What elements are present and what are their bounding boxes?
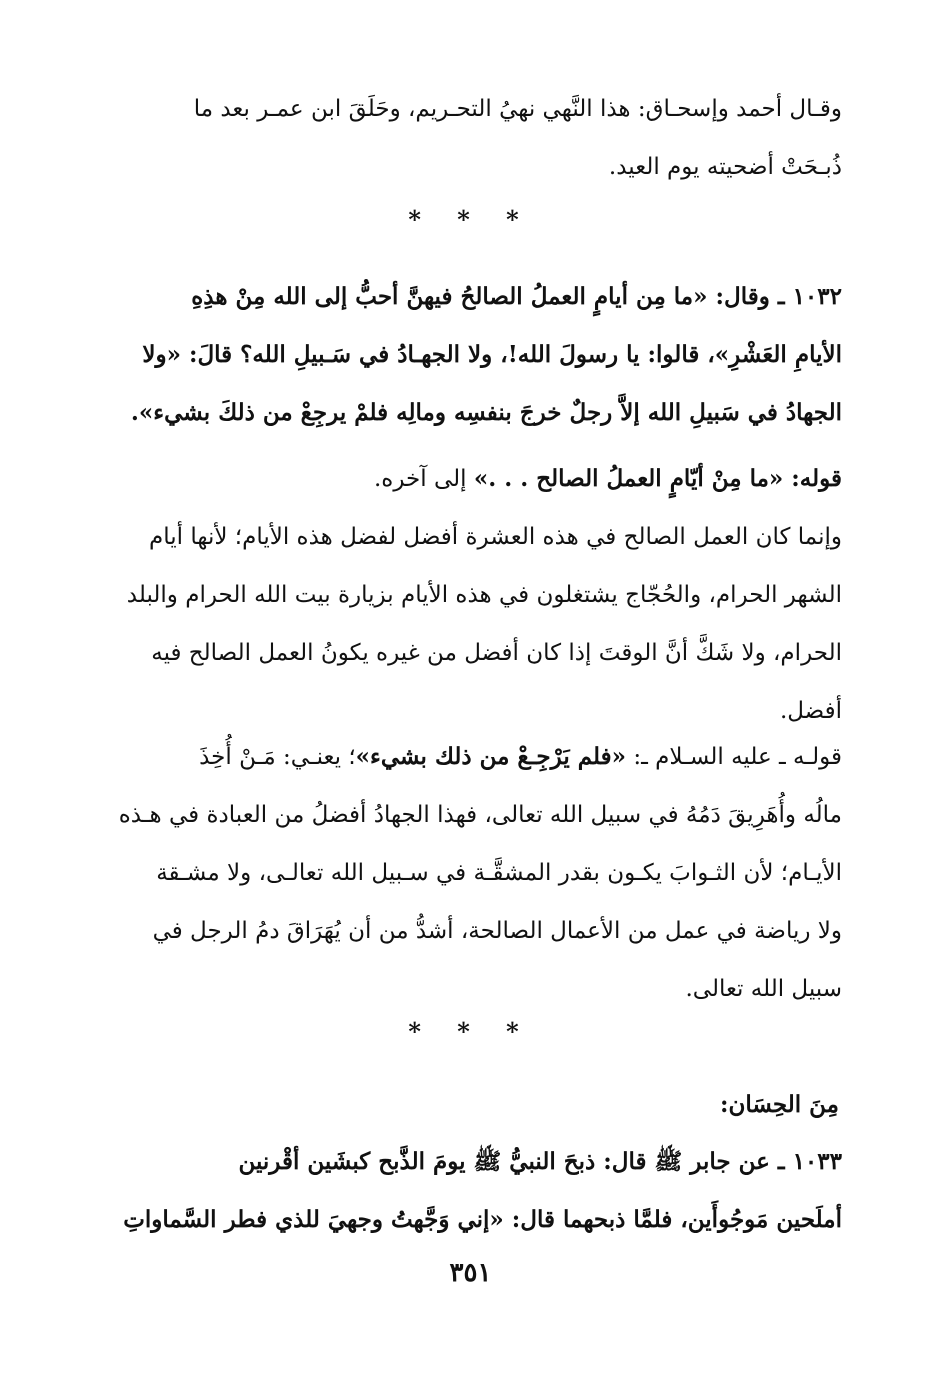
hadith-1033 bbox=[100, 1133, 842, 1249]
text-line bbox=[100, 728, 842, 786]
text-fragment: قولـه ـ عليه السـلام ـ: bbox=[626, 744, 842, 770]
section-separator: * * * bbox=[408, 205, 533, 234]
page-number: ٣٥١ bbox=[449, 1258, 492, 1288]
text-line: الأيـام؛ لأن الثـوابَ يكـون بقدر المشقَّـة في سـبيل الله تعالـى، ولا مشـقة bbox=[156, 860, 842, 886]
text-line: سبيل الله تعالى. bbox=[685, 976, 842, 1002]
text-line: أفضل. bbox=[779, 698, 842, 724]
text-line bbox=[100, 450, 842, 508]
text-fragment: ؛ يعنـي: مَـنْ أُخِذَ bbox=[199, 744, 356, 770]
text-line: الشهر الحرام، والحُجّاج يشتغلون في هذه الأيام بزيارة بيت الله الحرام والبلد bbox=[126, 582, 842, 608]
hadith-1032 bbox=[100, 268, 842, 442]
text-line: الجهادُ في سَبيلِ الله إلاَّ رجلٌ خرجَ بنفسِه ومالِه فلمْ يرجِعْ من ذلكَ بشيء». bbox=[130, 399, 842, 426]
section-separator: * * * bbox=[408, 1017, 533, 1046]
section-heading: مِنَ الحِسَان: bbox=[720, 1091, 839, 1118]
text-line: مالُه وأُهَرِيقَ دَمُهُ في سبيل الله تعالى، فهذا الجهادُ أفضلُ من العبادة في هـذه bbox=[118, 802, 842, 828]
paragraph-ten-days bbox=[100, 508, 842, 740]
text-line: وإنما كان العمل الصالح في هذه العشرة أفضل لفضل هذه الأيام؛ لأنها أيام bbox=[148, 524, 842, 550]
text-line: أملَحين مَوجُوأَين، فلمَّا ذبحهما قال: «إني وَجَّهتُ وجهيَ للذي فطر السَّماواتِ bbox=[123, 1206, 842, 1233]
text-line: الأيامِ العَشْرِ»، قالوا: يا رسولَ الله!، ولا الجهـادُ في سَـبيلِ الله؟ قالَ: «ولا bbox=[142, 341, 842, 368]
text-line: ذُبـحَتْ أضحيته يوم العيد. bbox=[608, 154, 842, 180]
text-line: وقـال أحمد وإسحـاق: هذا النَّهي نهيُ التحـريم، وحَلَقَ ابن عمـر بعد ما bbox=[193, 96, 842, 122]
text-line: الحرام، ولا شَكَّ أنَّ الوقتَ إذا كان أفضل من غيره يكونُ العمل الصالح فيه bbox=[151, 640, 842, 666]
quoted-text: قوله: «ما مِنْ أيّامٍ العملُ الصالح . . .» bbox=[473, 465, 842, 492]
text-fragment: إلى آخره. bbox=[373, 466, 474, 492]
text-line: ١٠٣٢ ـ وقال: «ما مِن أيامٍ العملُ الصالحُ فيهنَّ أحبُّ إلى الله مِنْ هذِهِ bbox=[191, 283, 842, 310]
text-line: ولا رياضة في عمل من الأعمال الصالحة، أشدُّ من أن يُهَرَاقَ دمُ الرجل في bbox=[152, 918, 842, 944]
quoted-text: «فلم يَرْجِـعْ من ذلك بشيء» bbox=[355, 743, 627, 770]
paragraph-jihad bbox=[100, 728, 842, 1018]
text-line: ١٠٣٣ ـ عن جابر ﷺ قال: ذبحَ النبيُّ ﷺ يومَ الذَّبح كبشَين أقْرنين bbox=[238, 1148, 842, 1175]
commentary-quote-1 bbox=[100, 450, 842, 508]
paragraph-ahmad-ishaq bbox=[100, 80, 842, 196]
